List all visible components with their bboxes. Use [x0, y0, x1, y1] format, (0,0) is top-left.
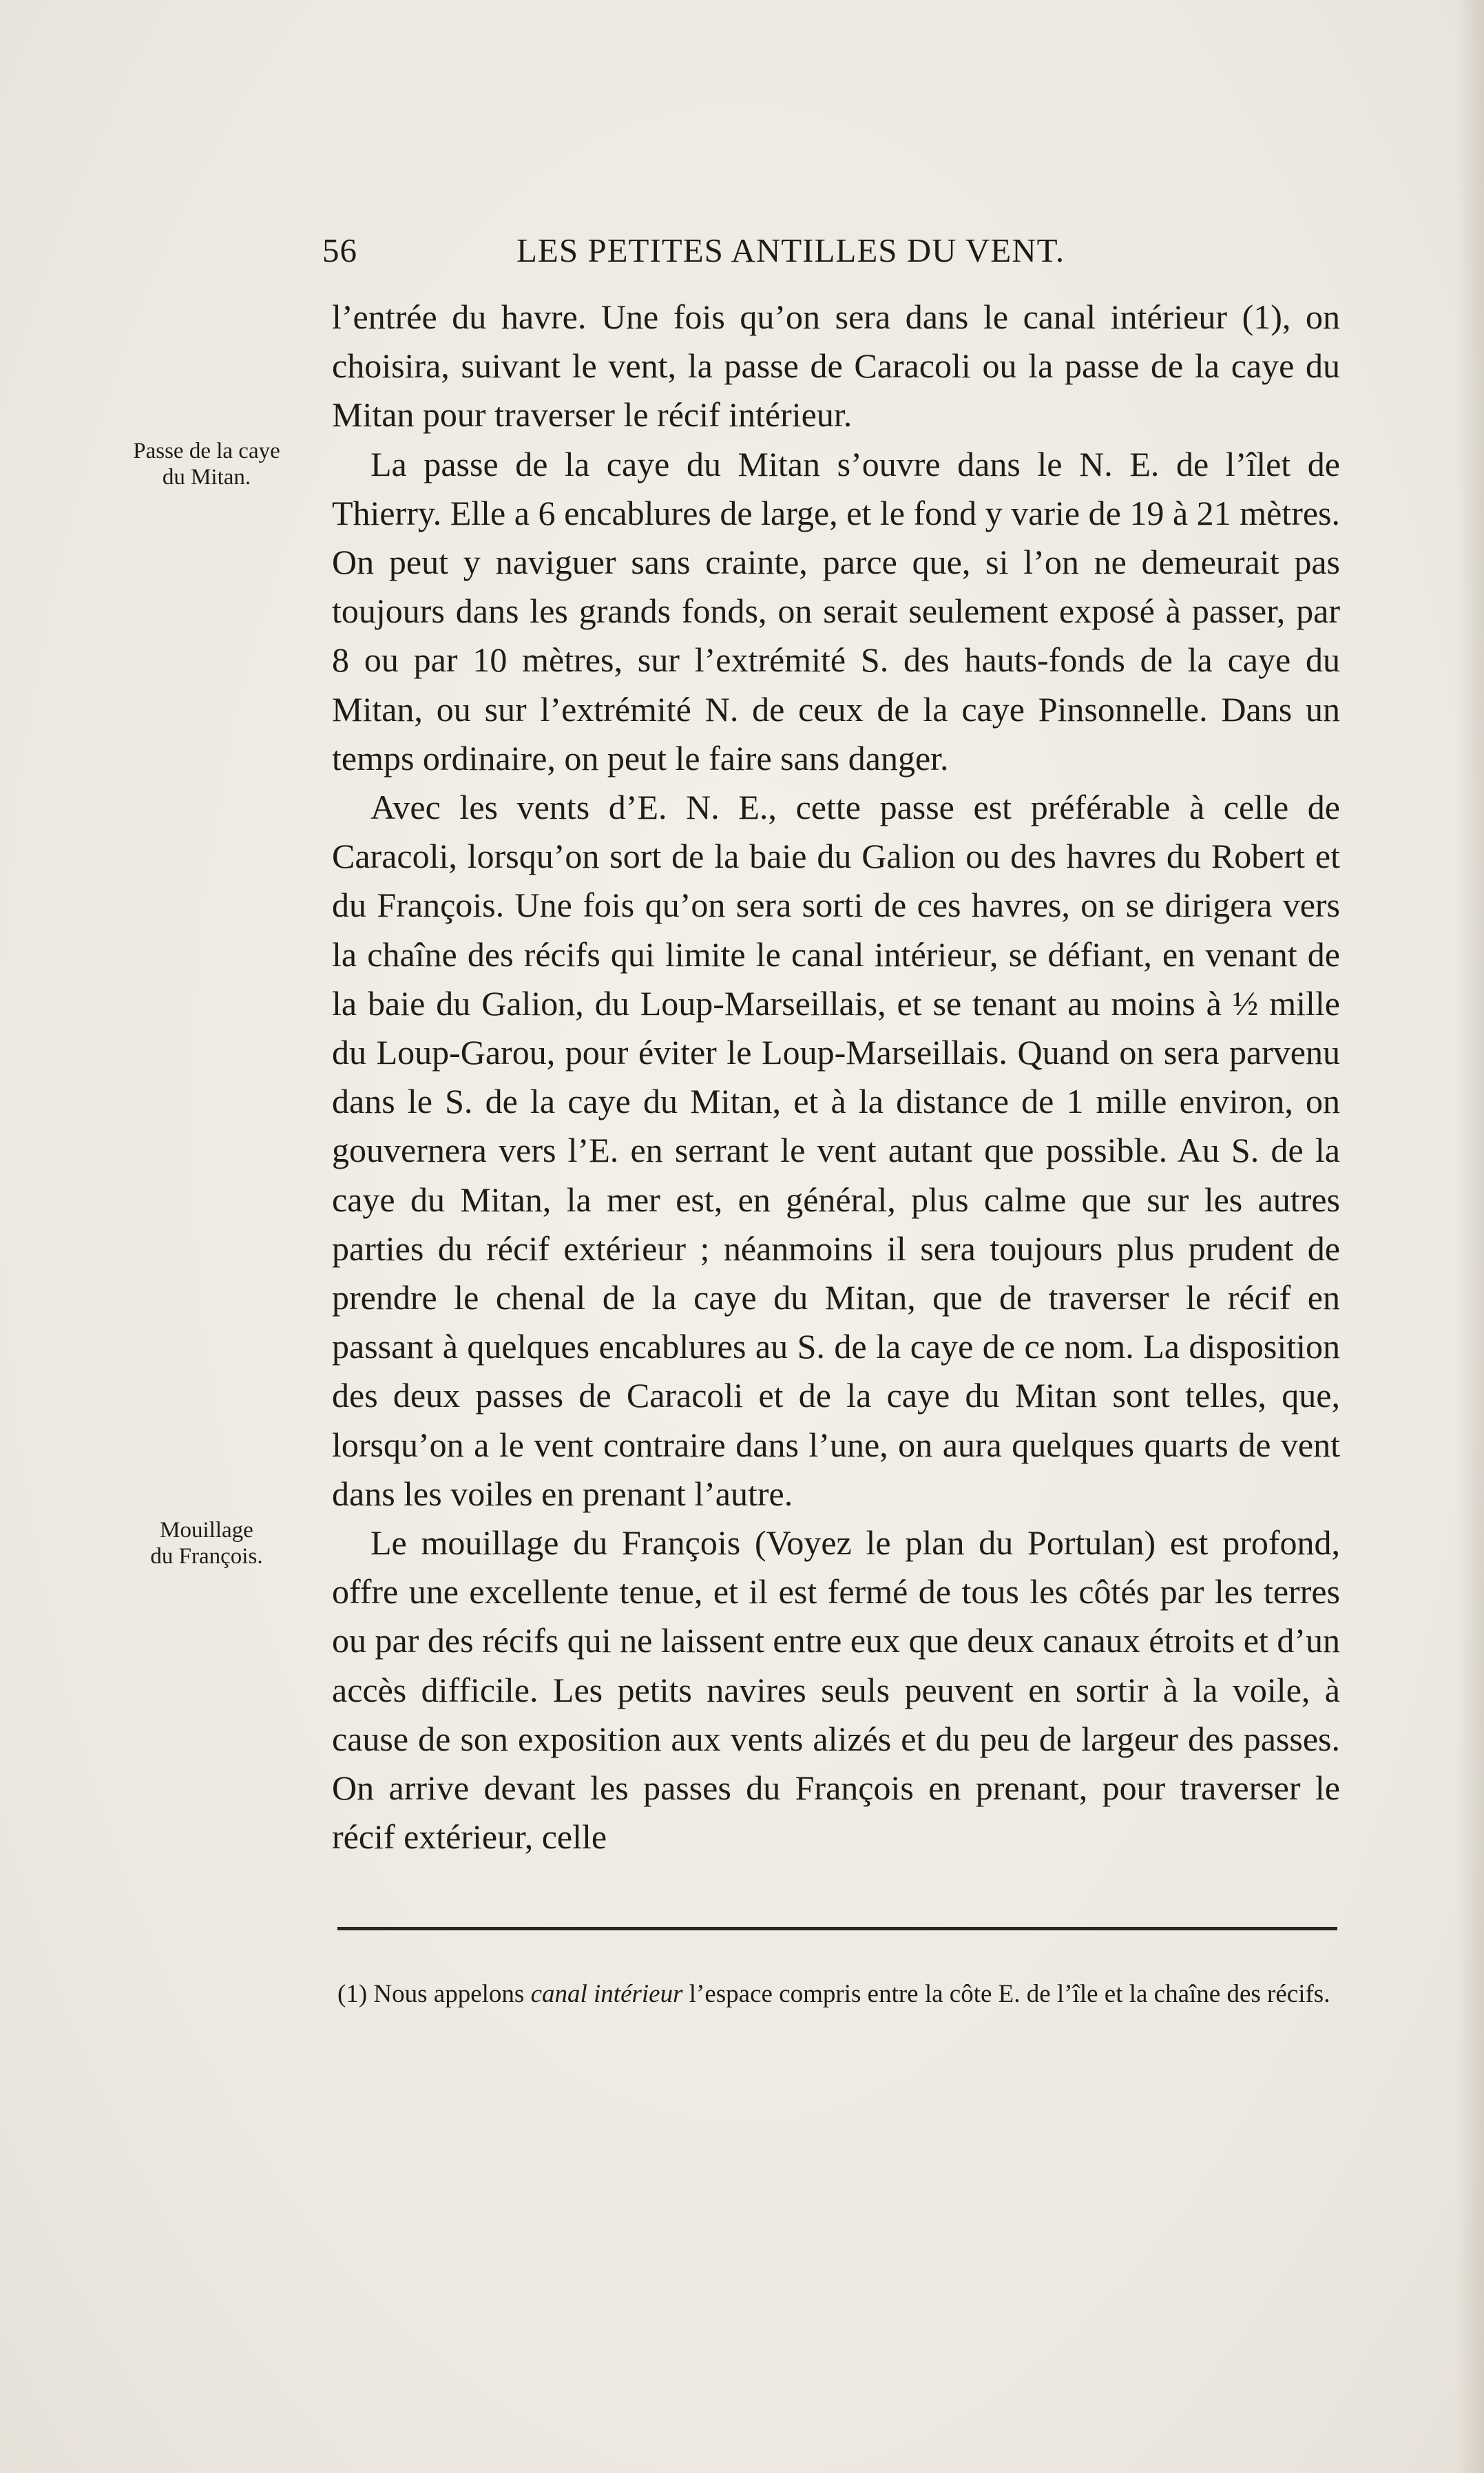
- margin-note-line: du Mitan.: [162, 465, 251, 490]
- footnote-rule: [337, 1927, 1337, 1930]
- paragraph: l’entrée du havre. Une fois qu’on sera dans le canal intérieur (1), on choisira, suivant le vent, la passe de Caracoli ou la passe de la caye du Mitan pour traverser le récif intérieur.: [332, 298, 1340, 435]
- page-edge-shadow: [1456, 0, 1484, 2473]
- margin-note-line: du François.: [150, 1544, 263, 1569]
- footnote: [337, 1975, 1336, 2013]
- margin-note-line: Mouillage: [160, 1518, 253, 1543]
- paragraph: La passe de la caye du Mitan s’ouvre dans le N. E. de l’îlet de Thierry. Elle a 6 encablures de large, et le fond y varie de 19 à 21 mètres. On peut y naviguer sans crainte, parce que, si l’on ne demeurait pas toujours dans les grands fonds, on serait seulement exposé à passer, par 8 ou par 10 mètres, sur l’extrémité S. des hauts-fonds de la caye du Mitan, ou sur l’extrémité N. de ceux de la caye Pinsonnelle. Dans un temps ordinaire, on peut le faire sans danger.: [332, 444, 1340, 778]
- page-number: 56: [322, 231, 357, 269]
- footnote-marker: (1): [337, 1980, 368, 2008]
- margin-note-line: Passe de la caye: [133, 439, 280, 463]
- paragraph: Le mouillage du François (Voyez le plan du Portulan) est profond, offre une excellente tenue, et il est fermé de tous les côtés par les terres ou par des récifs qui ne laissent entre eux que deux canaux étroits et d’un accès difficile. Les petits navires seuls peuvent en sortir à la voile, à cause de son exposition aux vents alizés et du peu de largeur des passes. On arrive devant les passes du François en prenant, pour traverser le récif extérieur, celle: [332, 1523, 1340, 1857]
- footnote-italic-term: canal intérieur: [530, 1980, 683, 2008]
- margin-note-mouillage-francois: [103, 1517, 310, 1569]
- paragraph: Avec les vents d’E. N. E., cette passe est préférable à celle de Caracoli, lorsqu’on sort de la baie du Galion ou des havres du Robert et du François. Une fois qu’on sera sorti de ces havres, on se dirigera vers la chaîne des récifs qui limite le canal intérieur, se défiant, en venant de la baie du Galion, du Loup-Marseillais, et se tenant au moins à ½ mille du Loup-Garou, pour éviter le Loup-Marseillais. Quand on sera parvenu dans le S. de la caye du Mitan, et à la distance de 1 mille environ, on gouvernera vers l’E. en serrant le vent autant que possible. Au S. de la caye du Mitan, la mer est, en général, plus calme que sur les autres parties du récif extérieur ; néanmoins il sera toujours plus prudent de prendre le chenal de la caye du Mitan, que de traverser le récif en passant à quelques encablures au S. de la caye de ce nom. La disposition des deux passes de Caracoli et de la caye du Mitan sont telles, que, lorsqu’on a le vent contraire dans l’une, on aura quelques quarts de vent dans les voiles en prenant l’autre.: [332, 788, 1340, 1513]
- body-text: [332, 293, 1340, 1862]
- running-title: LES PETITES ANTILLES DU VENT.: [516, 231, 1065, 269]
- margin-note-passe-caye-mitan: [103, 438, 310, 490]
- running-head: [322, 231, 1135, 279]
- footnote-text-before: Nous appelons: [373, 1980, 525, 2008]
- footnote-text-after: l’espace compris entre la côte E. de l’île et la chaîne des récifs.: [689, 1980, 1330, 2008]
